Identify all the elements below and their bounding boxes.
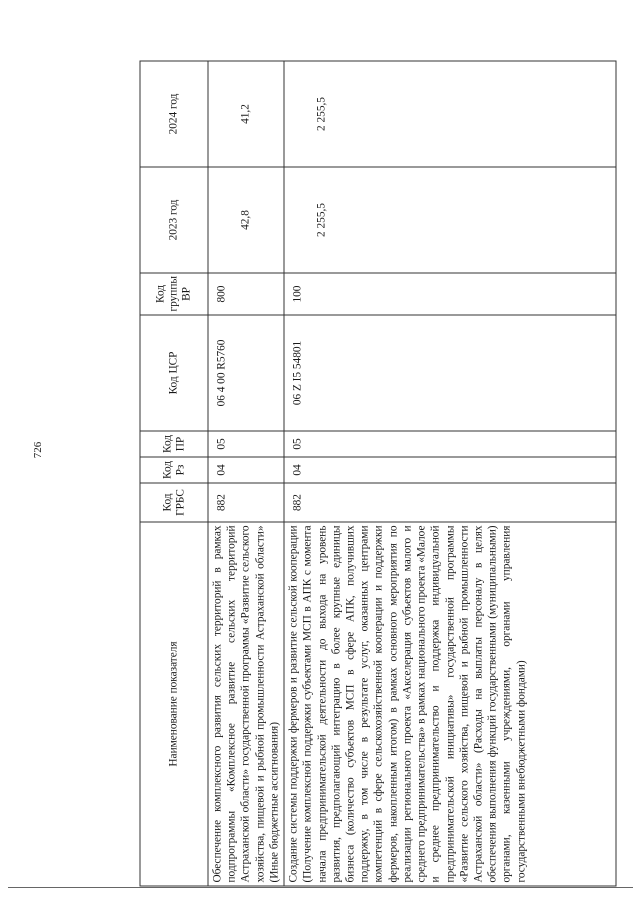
- row-name: Создание системы поддержки фермеров и развитие сельской кооперации (Получение комплексной поддержки субъектами МСП в АПК с момента начала предпринимательской деятельности до выхода на уровень развития, предполагающий интеграцию в более крупные единицы бизнеса (количество субъектов МСП в сфере АПК, получивших поддержку, в том числе в результате услуг, оказанных центрами компетенций в сфере сельскохозяйственной кооперации и поддержки фермеров, накопленным итогом) в рамках основного мероприятия по реализации регионального проекта «Акселерация субъектов малого и среднего предпринимательства» в рамках национального проекта «Малое и среднее предпринимательство и поддержка индивидуальной предпринимательской инициативы» государственной программы «Развитие сельского хозяйства, пищевой и рыбной промышленности Астраханской области» (Расходы на выплаты персоналу в целях обеспечения выполнения функций государственными (муниципальными) органами, казенными учреждениями, органами управления государственными внебюджетными фондами): [284, 522, 616, 886]
- row-value-2023: 42,8: [208, 167, 284, 273]
- row-csr: 06 4 00 R5760: [208, 315, 284, 431]
- table-row: [208, 61, 284, 886]
- row-grbs: 882: [284, 483, 616, 522]
- header-rz: Код Рз: [140, 457, 208, 483]
- header-grbs: Код ГРБС: [140, 483, 208, 522]
- header-2024: 2024 год: [140, 61, 208, 167]
- row-vr: 100: [284, 273, 616, 315]
- rotated-table-container: [140, 62, 617, 887]
- header-name: Наименование показателя: [140, 522, 208, 886]
- page-number: 726: [32, 441, 44, 459]
- footer-divider: [8, 887, 633, 888]
- row-pr: 05: [284, 431, 616, 457]
- header-row: [140, 61, 208, 886]
- row-value-2023: 2 255,5: [284, 167, 616, 273]
- row-name: Обеспечение комплексного развития сельских территорий в рамках подпрограммы «Комплексное развитие сельских территорий Астраханской области» государственной программы «Развитие сельского хозяйства, пищевой и рыбной промышленности Астраханской области» (Иные бюджетные ассигнования): [208, 522, 284, 886]
- header-csr: Код ЦСР: [140, 315, 208, 431]
- row-rz: 04: [284, 457, 616, 483]
- row-pr: 05: [208, 431, 284, 457]
- row-value-2024: 41,2: [208, 61, 284, 167]
- header-pr: Код ПР: [140, 431, 208, 457]
- row-value-2024: 2 255,5: [284, 61, 616, 167]
- table-row: [284, 61, 616, 886]
- row-csr: 06 Z I5 54801: [284, 315, 616, 431]
- row-grbs: 882: [208, 483, 284, 522]
- budget-table: [140, 61, 617, 887]
- header-vr: Код группы ВР: [140, 273, 208, 315]
- row-vr: 800: [208, 273, 284, 315]
- header-2023: 2023 год: [140, 167, 208, 273]
- row-rz: 04: [208, 457, 284, 483]
